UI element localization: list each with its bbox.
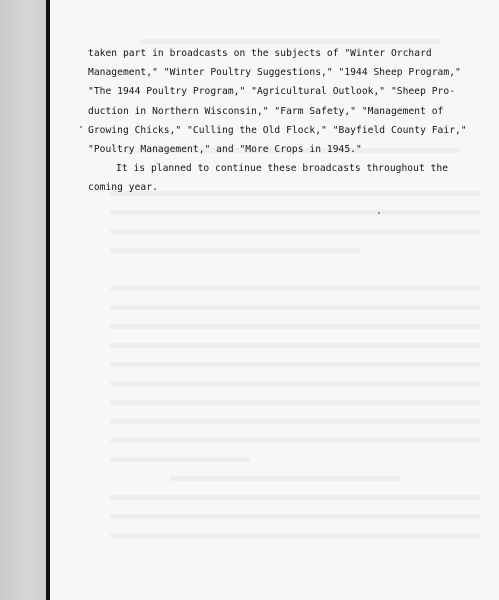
text-line: duction in Northern Wisconsin," "Farm Safety," "Management of — [88, 105, 444, 117]
text-line: "Poultry Management," and "More Crops in 1945." — [88, 144, 362, 156]
text-line: Management," "Winter Poultry Suggestions," "1944 Sheep Program," — [88, 67, 461, 79]
bleed-through-line — [110, 533, 480, 538]
bleed-through-line — [110, 400, 480, 405]
bleed-through-line — [110, 381, 480, 386]
text-line: coming year. — [88, 182, 158, 194]
document-body — [88, 44, 467, 198]
bleed-through-line — [110, 343, 480, 348]
bleed-through-line — [110, 286, 480, 291]
paper-speck — [80, 126, 82, 128]
bleed-through-line — [110, 438, 480, 443]
bleed-through-line — [110, 324, 480, 329]
bleed-through-line — [110, 229, 480, 234]
bleed-through-line — [110, 419, 480, 424]
bleed-through-line — [110, 210, 480, 215]
paragraph-broadcast-subjects — [88, 44, 467, 159]
text-line: taken part in broadcasts on the subjects of "Winter Orchard — [88, 48, 432, 59]
bleed-through-line — [170, 476, 400, 481]
bleed-through-line — [110, 248, 360, 253]
bleed-through-line — [110, 514, 480, 519]
bleed-through-line — [110, 495, 480, 500]
paper-speck — [378, 212, 380, 214]
text-line: "The 1944 Poultry Program," "Agricultural Outlook," "Sheep Pro- — [88, 86, 456, 98]
scan-left-margin — [0, 0, 46, 600]
bleed-through-line — [110, 305, 480, 310]
text-line: Growing Chicks," "Culling the Old Flock," "Bayfield County Fair," — [88, 124, 467, 136]
bleed-through-line — [110, 457, 250, 462]
bleed-through-line — [110, 362, 480, 367]
paragraph-continue-broadcasts — [88, 159, 449, 197]
text-line: It is planned to continue these broadcasts throughout the — [116, 163, 449, 175]
